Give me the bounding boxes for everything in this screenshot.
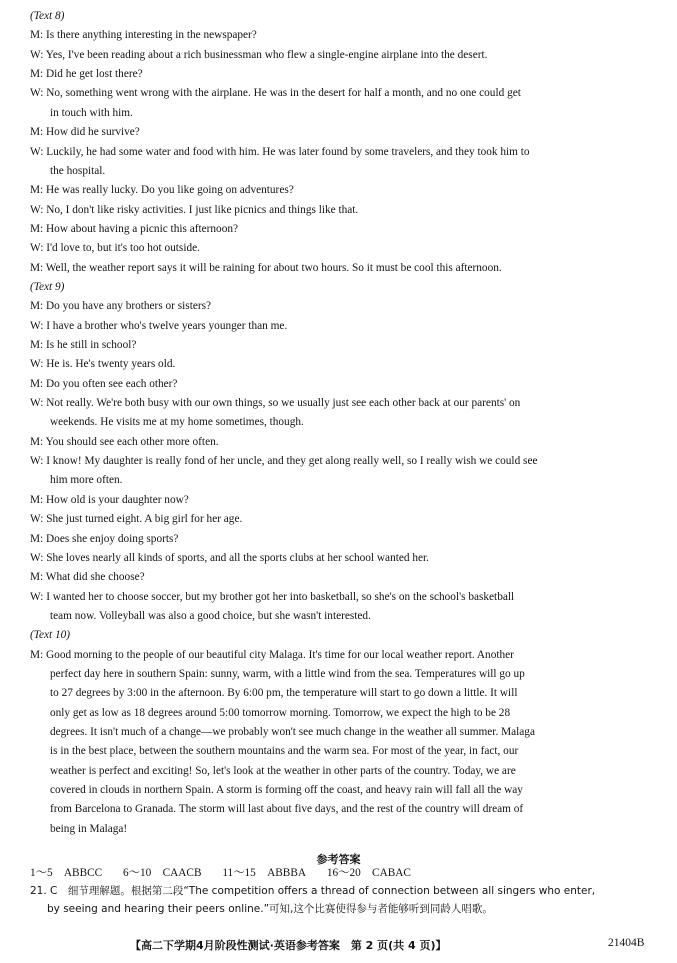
- dialogue-line-continued: being in Malaga!: [50, 822, 128, 835]
- dialogue-line: W: No, something went wrong with the airplane. He was in the desert for half a month, and no one could get: [30, 87, 521, 100]
- dialogue-line: W: No, I don't like risky activities. I just like picnics and things like that.: [30, 203, 359, 216]
- dialogue-line-continued: from Barcelona to Granada. The storm will last about five days, and the rest of the country will dream of: [50, 803, 524, 816]
- dialogue-line: M: Is there anything interesting in the newspaper?: [30, 29, 257, 42]
- dialogue-line: M: How old is your daughter now?: [30, 493, 189, 506]
- dialogue-line-continued: only get as low as 18 degrees around 5:00 tomorrow morning. Tomorrow, we expect the high to be 28: [50, 706, 511, 719]
- answers-heading: 参考答案: [316, 853, 361, 866]
- q21-explanation-cont: [47, 902, 651, 917]
- dialogue-line: W: Not really. We're both busy with our own things, so we usually just see each other back at our parents' on: [30, 397, 521, 409]
- dialogue-line-continued: the hospital.: [50, 164, 106, 177]
- answer-list: [30, 866, 651, 881]
- section-heading: (Text 9): [30, 280, 65, 293]
- dialogue-line: W: Luckily, he had some water and food with him. He was later found by some travelers, and they took him to: [30, 145, 530, 158]
- dialogue-line: M: What did she choose?: [30, 571, 145, 584]
- dialogue-line: M: Do you have any brothers or sisters?: [30, 300, 212, 313]
- dialogue-line: W: I wanted her to choose soccer, but my brother got her into basketball, so she's on the school's basketball: [30, 590, 515, 603]
- dialogue-line: W: She loves nearly all kinds of sports, and all the sports clubs at her school wanted her.: [30, 551, 429, 564]
- dialogue-line-continued: weekends. He visits me at my home sometimes, though.: [50, 416, 304, 429]
- q21-explanation: [30, 884, 651, 899]
- dialogue-line-continued: to 27 degrees by 3:00 in the afternoon. By 6:00 pm, the temperature will start to go down a little. It will: [50, 687, 518, 700]
- dialogue-line: M: How about having a picnic this afternoon?: [30, 222, 238, 235]
- dialogue-line-continued: weather is perfect and exciting! So, let's look at the weather in other parts of the country. Today, we are: [50, 764, 516, 777]
- dialogue-line: M: How did he survive?: [30, 126, 140, 139]
- section-heading: (Text 8): [30, 10, 65, 22]
- page-footer: 【高二下学期4月阶段性测试·英语参考答案 第 2 页(共 4 页)】: [130, 939, 447, 952]
- section-heading: (Text 10): [30, 629, 71, 642]
- dialogue-line-continued: covered in clouds in northern Spain. A storm is forming off the coast, and heavy rain will fall all the way: [50, 784, 523, 796]
- dialogue-line-continued: him more often.: [50, 474, 123, 487]
- q21-line-2: by seeing and hearing their peers online.”可知,这个比赛使得参与者能够听到同龄人唱歌。: [47, 903, 493, 915]
- dialogue-line-continued: degrees. It isn't much of a change—we probably won't see much change in the weather all summer. Malaga: [50, 726, 535, 738]
- answer-group: 16～20 CABAC: [326, 867, 411, 879]
- dialogue-line-continued: is in the best place, between the southern mountains and the warm sea. For most of the year, in fact, our: [50, 745, 519, 758]
- dialogue-line: W: She just turned eight. A big girl for her age.: [30, 513, 243, 526]
- dialogue-line: M: Well, the weather report says it will be raining for about two hours. So it must be cool this afternoon.: [30, 261, 502, 274]
- dialogue-line: W: He is. He's twenty years old.: [30, 358, 176, 371]
- dialogue-line: M: Did he get lost there?: [30, 68, 143, 81]
- dialogue-line: W: I'd love to, but it's too hot outside.: [30, 242, 200, 255]
- answer-group: 1～5 ABBCC: [30, 867, 103, 879]
- dialogue-line-continued: perfect day here in southern Spain: sunny, warm, with a little wind from the sea. Temperatures will go up: [50, 667, 525, 680]
- dialogue-line: M: Good morning to the people of our beautiful city Malaga. It's time for our local weather report. Another: [30, 648, 514, 661]
- q21-line-1: 21. C 细节理解题。根据第二段“The competition offers a thread of connection between all singers who enter,: [30, 885, 596, 897]
- answer-group: 6～10 CAACB: [123, 867, 202, 879]
- dialogue-line: M: You should see each other more often.: [30, 435, 219, 448]
- answer-group: 11～15 ABBBA: [222, 867, 307, 879]
- footer-code: 21404B: [608, 937, 645, 949]
- dialogue-line: W: I have a brother who's twelve years younger than me.: [30, 319, 288, 332]
- dialogue-line: M: Does she enjoy doing sports?: [30, 532, 179, 545]
- dialogue-line: W: Yes, I've been reading about a rich businessman who flew a single-engine airplane into the desert.: [30, 48, 488, 61]
- dialogue-line: W: I know! My daughter is really fond of her uncle, and they get along really well, so I really wish we could see: [30, 455, 538, 468]
- dialogue-line: M: He was really lucky. Do you like going on adventures?: [30, 184, 294, 197]
- dialogue-line-continued: in touch with him.: [50, 106, 133, 119]
- dialogue-line-continued: team now. Volleyball was also a good choice, but she wasn't interested.: [50, 609, 371, 622]
- dialogue-line: M: Do you often see each other?: [30, 377, 178, 390]
- dialogue-line: M: Is he still in school?: [30, 339, 137, 351]
